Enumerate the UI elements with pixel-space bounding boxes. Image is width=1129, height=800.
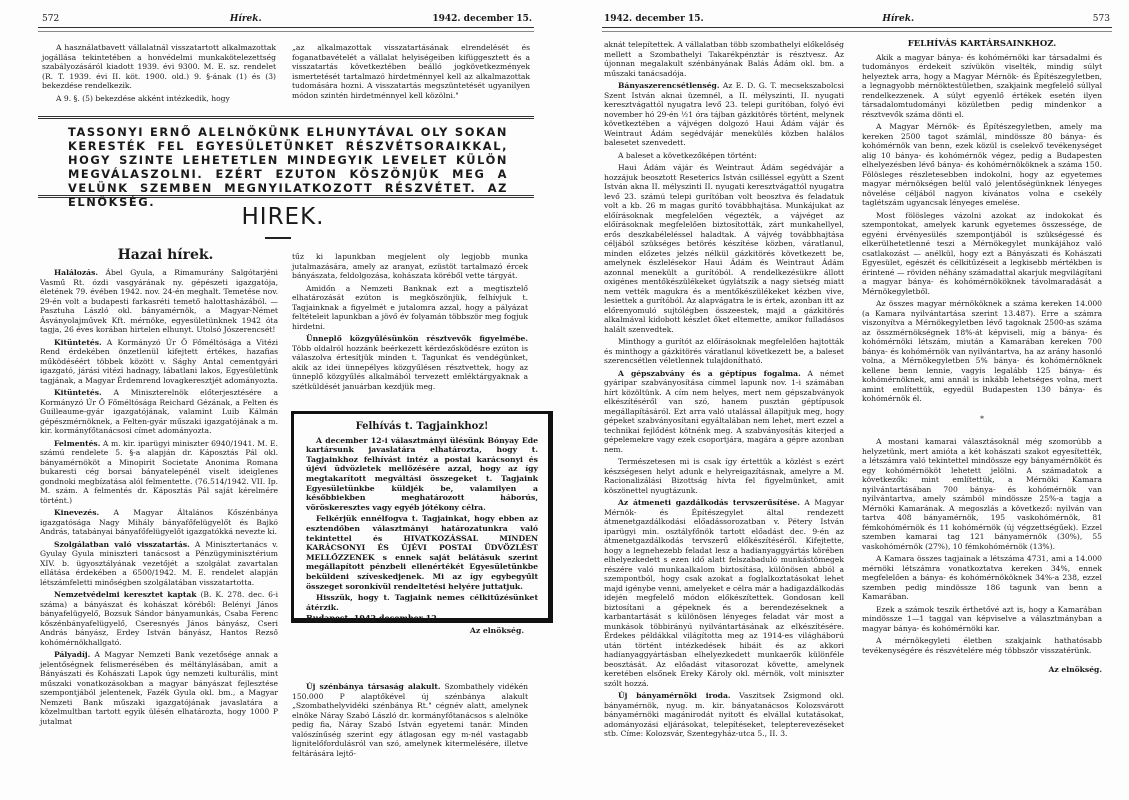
news-item (40, 439, 278, 506)
news-item-text: aknát telepítettek. A vállalatban több szombathelyi előkelőség mellett a Szombathelyi Takarékpénztár is résztvesz. Az újonnan megalakult szénbányának Balás Ádám okl. bm. a műszaki tanácsadója. (604, 40, 844, 78)
notice-paragraph: Hisszük, hogy t. Tagjaink nemes célkitűzésünket átérzik. (306, 593, 538, 612)
intro-column-2 (292, 43, 530, 103)
page-number: 573 (1092, 14, 1110, 24)
news-item (604, 40, 844, 78)
right-page (566, 0, 1129, 800)
header-rule (38, 27, 534, 32)
news-item-text: Szombathely vidékén 150.000 P alaptőkével új szénbánya alakult „Szombathelyvidéki szénbánya Rt." cégnév alatt, amelynek elnöke Náray Szabó László dr. kormányfőtanácsos s alelnöke pedig fia, Náray Szabó István egyetemi tanár. Minden valószínűség szerint egy átlagosan egy m-nél vastagabb lignitelőfordulásról van szó, amelynek kitermelésére, illetve feltárására lejtő- (292, 682, 528, 758)
appeal-signature: Az elnökség. (1048, 665, 1102, 674)
issue-date: 1942. december 15. (432, 14, 532, 24)
news-item-text: A német gyáripar szabványosítása címmel lapunk nov. 1-i számában hírt közöltünk. A cím nem helyes, mert nem gépszabványok elkészítéséről van szó, hanem pusztán géptípusok megállapításáról. Ezt arra való utalással állapítjuk meg, hogy gépeket szabványosítani egyáltalában nem lehet, mert ezzel a technikai fejlődést kötnénk meg. A szabványosítás kiterjed a gépelemekre vagy ezek csoportjára, magára a gépre azonban nem. (604, 368, 844, 454)
paragraph: A Kamara összes tagjainak a létszáma 4731, ami a 14.000 mérnöki létszámra vonatkoztatva kereken 34%, ennek megfelelően a bánya- és kohómérnököknek 34%-a 238, ezzel szemben pedig mindössze 186 tagunk van benn a Kamarában. (862, 554, 1102, 601)
notice-paragraph: A december 12-i választmányi ülésünk Bónyay Ede kartársunk javaslatára elhatározta, hogy t. Tagjainkhoz felhívást intéz a postai karácsonyi és újévi üdvözletek mellőzésére azzal, hogy az így megtakarított megváltási összegeket t. Tagjaink Egyesületünkbe küldjék be, valamilyen a későbbiekben meghatározott háborús, vöröskeresztes vagy egyéb jótékony célra. (306, 435, 538, 512)
news-item (292, 682, 528, 758)
news-item (604, 81, 844, 148)
header-rule (602, 27, 1112, 32)
running-title: Hírek. (229, 14, 262, 24)
news-item-text: Haui Ádám vájár és Weintraut Ádám segédvájár a hozzájuk beosztott Reseterics István csilléssel együtt a Szent István akna II. mélyszinti II. nyugati keresztvágattól nyugatra levő 23. számú telepi gurítóban volt beosztva és feladatuk volt a kb. 26 m magas gurító továbbhajtása. Munkájukat az előírásoknak megfelelően végezték, a vájvéget az előírásoknak megfelelően biztosították, zárt munkahellyel, erős deszkabéleléssel haladtak. A vájvég továbbhajtása céljából szükséges betörés készítése közben, váratlanul, minden előzetes jelzés nélkül gázkitörés következett be, amelynek észlelésekor Haui Ádám és Weintraut Ádám azonnal menekült a gurítóból. A rendelkezésükre állott oxigénes mentőkészülékeket úgylátszik a nagy sietség miatt nem vették magukra és a mentőkészülékeket kézben vive, lesiettek a gurítóból. Az alapvágatra le is értek, azonban itt az előrenyomuló sujtólégben összeestek, majd a gázkitörés alkalmával kidobott készlet őket eltemette, amikor fulladásos halált szenvedtek. (604, 163, 844, 334)
news-item-text: Ábel Gyula, a Rimamurány Salgótarjéni Vasmű Rt. ózdi vasgyárának ny. gépészeti igazgatója, életének 79. évében 1942. nov. 24-én meghalt. Temetése nov. 29-én volt a budapesti farkasréti temető halottasházából. — Pasztuha László okl. bányamérnök, a Magyar-Német Ásványolajművek Kft. mérnöke, egyesületünknek 1942 óta tagja, 26 éves korában hirtelen elhunyt. Utolsó Jószerencsét! (40, 268, 278, 334)
news-item (604, 151, 844, 161)
paragraph: A Magyar Mérnök- és Építészegyletben, amely ma kereken 2500 tagot számlál, mindössze 80 bánya- és kohómérnök van benn, ezek közül is cselekvő tevékenységet alig 10 bánya- és kohómérnök végez, pedig a Budapesten elhelyezésben lévő bánya- és kohómérnököknek a száma 150. Fölösleges részletesebben indokolni, hogy az egyetemes magyar mérnökségen belül való jelentőségünknek lényeges növelése céljából nagyon kívánatos volna e csekély taglétszám ugyancsak lényeges emelése. (862, 122, 1102, 207)
news-item-text: A Miniszterelnök előterjesztésére a Kormányzó Úr Ő Főméltósága Reichard Gézának, a Felten és Guilleaume-gyár igazgatójának, valamint Luib Kálmán gépészmérnöknek, a Felten-gyár műszaki igazgatójának a m. kir. kormányfőtanácsosi címet adományozta. (40, 388, 278, 435)
running-header (42, 14, 532, 24)
news-item (292, 252, 528, 281)
notice-title: Felhívás t. Tagjainkhoz! (355, 421, 489, 432)
news-item-lead: Ünneplő közgyűlésünkön résztvevők figyelmébe. (306, 334, 528, 343)
news-column-1 (40, 268, 278, 729)
intro-column-1 (42, 43, 276, 106)
news-item-text: A Minisztertanács v. Gyulay Gyula miniszteri tanácsost a Pénzügyminisztérium XIV. b. ügyosztályának vezetőjét a szolgálat zavartalan ellátása érdekében a 6500/1942. M. E. rendelet alapján létszámfeletti minőségben szolgálatában visszatartotta. (40, 539, 279, 587)
news-item-lead: Felmentés. (54, 438, 101, 448)
news-item (604, 498, 844, 688)
news-item (40, 508, 278, 537)
news-item (292, 334, 528, 391)
paragraph: Az összes magyar mérnököknek a száma kereken 14.000 (a Kamara nyilvántartása szerint 13.487). Erre a számra viszonyítva a Mérnökegyletben lévő tagoknak 2500-as száma az összmérnökségnek 18%-át képviseli, míg a bánya- és kohómérnöki létszám, miután a Kamarában kereken 700 bánya- és kohómérnök van nyilvántartva, ha az arány hasonló volna, a Mérnökegyletben 5% bánya- és kohómérnöknek kellene benn lennie, vagyis legalább 125 bánya- és kohómérnöknek, ami annál is inkább lehetséges volna, mert amint említettük, egyedül Budapesten 130 bánya- és kohómérnök él. (862, 299, 1102, 403)
news-column-2 (292, 252, 528, 394)
news-item-text: tűz ki lapunkban megjelent oly legjobb munka jutalmazására, amely az aranyat, ezüstöt tartalmazó ércek bányászata, feldolgozása, kohászata köréből vette tárgyát. (292, 252, 528, 280)
news-item (40, 590, 278, 647)
notice-box (291, 411, 553, 635)
news-item-lead: Kitüntetés. (54, 337, 102, 347)
news-item (40, 650, 278, 726)
section-separator: * (980, 413, 984, 423)
news-item-text: A m. kir. iparügyi miniszter 6940/1941. M. E. számú rendelete 5. §-a alapján dr. Káposztás Pál okl. bányamérnököt a Minopirit Societate Anonima Romana bukaresti cég borsai bányatelepénél viselt ideiglenes gondnoki megbízatása alól felmentette. (76.514/1942. VII. Ip. M. szám. A felmentés dr. Káposztás Pál saját kérelmére történt.) (40, 438, 278, 505)
news-item-text: Amidőn a Nemzeti Banknak ezt a megtisztelő elhatározását ezúton is megköszönjük, felhívjuk t. Tagjainknak a figyelmét e jutalomra azzal, hogy a pályázat feltételeit lapunkban a jövő év folyamán többször meg fogjuk hirdetni. (292, 283, 528, 331)
news-item-lead: Pályadíj. (54, 650, 91, 659)
paragraph: Ezek a számok teszik érthetővé azt is, hogy a Kamarában mindössze 1—1 taggal van képviselve a választmányban a magyar bánya- és kohómérnöki kar. (862, 604, 1102, 633)
issue-date: 1942. december 15. (604, 14, 704, 24)
banner-signature: AZ ELNÖKSÉG. (68, 181, 508, 209)
paragraph: A használatbavett vállalatnál visszatartott alkalmazottak jogállása tekintetében a honvédelmi munkakötelezettség szabályozásáról kiadott 1939. évi 9300. M. E. sz. rendelet (R. T. 1939. évi II. köt. 1900. old.) 9. §-ának (1) és (3) bekezdése rendelkezik. (42, 43, 276, 90)
news-item-lead: Az átmeneti gazdálkodás tervszerűsítése. (618, 498, 800, 507)
news-item (40, 268, 278, 335)
news-item-lead: Kinevezés. (54, 508, 100, 517)
news-column-2-continued (292, 682, 528, 761)
appeal-title: FELHÍVÁS KARTÁRSAINKHOZ. (907, 39, 1057, 49)
subsection-title: Hazai hírek. (117, 247, 214, 263)
news-item-text: Vaszitsek Zsigmond okl. bányamérnök, nyug. m. kir. bányatanácsos Kolozsvárott bányamérnöki magánirodát nyitott és elvállal kutatásokat, adományozási eljárásokat, telepítéseket, telepterevezéseket stb. Címe: Kolozsvár, Szentegyház-utca 5., II. 3. (604, 691, 844, 738)
appeal-column (862, 40, 1102, 678)
news-item-text: A Magyar Nemzeti Bank vezetősége annak a jelentőségnek felismerésében és méltánylásában, amit a Bányászati és Kohászati Lapok úgy nemzeti kulturális, mint műszaki vonatkozásokban a magyar bányászat fejlesztése szempontjából jelentenek, Fazék Gyula okl. bm., a Magyar Nemzeti Bank műszaki igazgatójának javaslatára a közelmultban tartott egyik ülésén elhatározta, hogy 1000 P jutalmat (40, 650, 278, 726)
news-item-lead: Új szénbánya társaság alakult. (306, 682, 441, 691)
news-item (604, 369, 844, 455)
news-item (40, 338, 278, 386)
news-item-text: Természetesen mi is csak így értettük a közlést s ezért készségesen helyt adunk e helyreigazításnak, amelyre a M. Racionalizálási Bizottság hívta fel figyelmünket, amit köszönettel nyugtázunk. (604, 457, 844, 495)
news-item-lead: Halálozás. (54, 268, 99, 277)
running-header (604, 14, 1110, 24)
paragraph: „az alkalmazottak visszatartásának elrendelését és foganatbavételét a vállalat helyiségeiben kifüggesztett és a visszatartás következtében beálló jogkövetkezmények ismertetését tartalmazó hirdetménnyel kell az alkalmazottak tudomására hozni. A visszatartás megszüntetését ugyanilyen módon szintén hirdetménnyel kell közölni." (292, 43, 530, 100)
paragraph: Akik a magyar bánya- és kohómérnöki kar társadalmi és tudományos érdekeit szívükön viselték, mindig súlyt helyeztek arra, hogy a Magyar Mérnök- és Építészegyletben, a legnagyobb mérnöktestületben, szakjaink megfelelő súllyal rendelkezzenek. A súlyt egyenlő értékek esetén ilyen társadalomtudományi közületben pedig mindenkor a résztvevők száma dönti el. (862, 52, 1102, 119)
news-item (604, 337, 844, 366)
news-item (292, 284, 528, 332)
news-item-lead: Kitüntetés. (54, 388, 102, 397)
notice-paragraph: Felkérjük ennélfogva t. Tagjainkat, hogy ebben az esztendőben választmányi határozatunkra való tekintettel és HIVATKOZÁSSAL MINDEN KARÁCSONYI ÉS ÚJÉVI POSTAI ÜDVÖZLÉST MELLŐZZENEK s ennek saját belátásuk szerint megállapított pénzbeli ellenértékét Egyesületünkbe beküldeni szíveskedjenek. Mi az így egybegyűlt összeget soronkívül rendeltetési helyére juttatjuk. (306, 514, 538, 591)
news-item-text: A baleset a következőképen történt: (618, 150, 757, 160)
news-item-lead: A gépszabvány és a géptípus fogalma. (618, 368, 801, 378)
news-item-text: A Magyar Általános Kőszénbánya igazgatósága Nagy Mihály bányafőfelügyelőt és Bajkó András, tatabányai bányafőfelügyelőt igazgatókká nevezte ki. (40, 508, 278, 536)
news-item-text: Az E. D. G. T. mecsekszabolcsi Szent István aknai üzemnél, a II. mélyszinti, II. nyugati keresztvágattól nyugatra levő 23. telepi gurítóban, folyó évi november hó 29-én ½1 óra tájban gázkitörés történt, melynek következtében a vájvégen dolgozó Haui Ádám vájár és Weintraut Ádám segédvájár menekülés közben halálos balesetet szenvedett. (604, 81, 844, 147)
news-item-text: Minthogy a gurítót az előírásoknak megfelelően hajtották és minthogy a gázkitörés váratlanul következett be, a baleset szerencsétlen véletlennek tulajdonítható. (604, 337, 844, 365)
paragraph: Most fölösleges vázolni azokat az indokokat és szempontokat, amelyek karunk egyetemes összessége, de egyéni érvényesülés szempontjából is szükségessé és elkerülhetetlenné teszi a Mérnökegylet munkájához való csatlakozást — anélkül, hogy ezt a Bányászati és Kohászati Egyesület, egészét és célkitűzéseit a legkisebb mértékben is érintené — röviden néhány számadattal akarjuk megvilágítani a magyar bánya- és kohómérnököknek távolmaradását a Mérnökegyletből. (862, 210, 1102, 296)
news-column-1 (604, 40, 844, 742)
banner-text: TASSONYI ERNŐ ALELNÖKÜNK ELHUNYTÁVAL OLY SOKAN KERESTÉK FEL EGYESÜLETÜNKET RÉSZVÉTSORAIKKAL, HOGY SZINTE LEHETETLEN MINDEGYIK LEVELET KÜLÖN MEGVÁLASZOLNI. EZÉRT EZUTON KÖSZÖNJÜK MEG A VELÜNK SZEMBEN MEGNYILATKOZOTT RÉSZVÉTET. AZ ELNÖKSÉG. (68, 125, 508, 209)
news-item-text: A Kormányzó Úr Ő Főméltósága a Vitézi Rend érdekében önzetlenül kifejtett értékes, hazafias működéséért többek között v. Sághy Antal cementgyári igazgató, járási vitézi hadnagy, lábatlani lakos, Egyesületünk tagjának, a Magyar Érdemrend lovagkeresztjét adományozta. (40, 337, 278, 385)
news-item-lead: Nemzetvédelmi keresztet kaptak (54, 590, 197, 599)
page-number: 572 (42, 14, 60, 24)
news-item (604, 163, 844, 334)
news-item (604, 457, 844, 495)
news-item-text: Több oldalról hozzánk beérkezett kérdezősködésre ezúton is válaszolva értesítjük minden t. Tagunkat és vendégünket, akik az idei ünnepélyes közgyűlésen résztvettek, hogy az ünneplő közgyűlés alkalmából tervezett emléktárgyaknak a szétküldését januárban kezdjük meg. (292, 343, 528, 391)
running-title: Hírek. (882, 14, 915, 24)
news-item-text: (B. K. 278. dec. 6-i száma) a bányászat és kohászat köréből: Belényi János bányafelügyelő, Bozsuk Sándor bányamunkás, Csaba Ferenc kőszénbányafelügyelő, Cseresnyés János bányász, Cseri András bányász, Erdey István bányász, Hantos Rezső kohómérnökhallgató. (40, 590, 279, 647)
news-item-lead: Új bányamérnöki iroda. (618, 691, 731, 700)
news-item-text: A Magyar Mérnök- és Építészegylet által rendezett átmenetgazdálkodási előadássorozatban v. Pétery István iparügyi min. osztályfőnök tartott előadást dec. 9-én az átmenetgazdálkodás tervszerű előkészítéséről. Kifejtette, hogy a legnehezebb feladat lesz a hadianyaggyártás körében elhelyezkedett s ezen idő alatt felszabaduló munkástömegek részére való munkaalkalom biztosítása, különösen abból a szempontból, hogy csak azokat a foglalkoztatásokat lehet majd igénybe venni, amelyeket e célra már a hadigazdálkodás idején megfelelő módon előkészítettek. Gondosan kell biztosítani a gépeknek és a berendezéseknek a karbantartását s különösen lényeges feladat vár most a munkások többirányú nyilvántartásának az elkészítésére. Érdekes példákkal világította meg az 1914-es világháború után történt intézkedések hibáit és az akkori hadianyaggyártásban elhelyezkedett munkaerők különféle beosztását. Az előadást vitasorozat követte, amelynek keretében elsőnek Ereky Károly okl. mérnök, volt miniszter szólt hozzá. (604, 498, 844, 688)
paragraph: A mostani kamarai választásoknál még szomorúbb a helyzetünk, mert amióta a két kohászati szakot egyesítették, a létszámra való tekintettel mindössze egy bányamérnököt és egy kohómérnököt lehetett jelölni. A számadatok a következők: mint említettük, a Mérnöki Kamara nyilvántartásában 700 bánya- és kohómérnök van nyilvántartva, amely számból mindössze 25%-a tagja a Mérnöki Kamarának. A megoszlás a következő: nyilván van tartva 408 bányamérnök, 195 vaskohómérnök, 81 fémkohómérnök és 11 kohómérnök (új végzettségűek). Ezzel szemben kamarai tag 121 bányamérnök (30%), 55 vaskohómérnök (27%), 10 fémkohómérnök (13%). (862, 437, 1102, 551)
section-title: HIREK. (241, 204, 325, 230)
news-item-lead: Bányaszerencsétlenség. (618, 81, 720, 90)
news-item (40, 388, 278, 436)
section-rule (265, 237, 291, 239)
news-item (40, 540, 278, 588)
paragraph: A mérnökegyleti életben szakjaink hathatósabb tevékenységére és részvételére még többször visszatérünk. (862, 636, 1102, 655)
condolence-banner (38, 116, 534, 209)
paragraph: A 9. §. (5) bekezdése akként intézkedik, hogy (56, 93, 230, 103)
news-item (604, 691, 844, 739)
news-item-lead: Szolgálatban való visszatartás. (54, 539, 190, 549)
notice-signature: Az elnökség. (469, 625, 524, 635)
notice-place-date: Budapest, 1942 december 12. (306, 613, 440, 624)
